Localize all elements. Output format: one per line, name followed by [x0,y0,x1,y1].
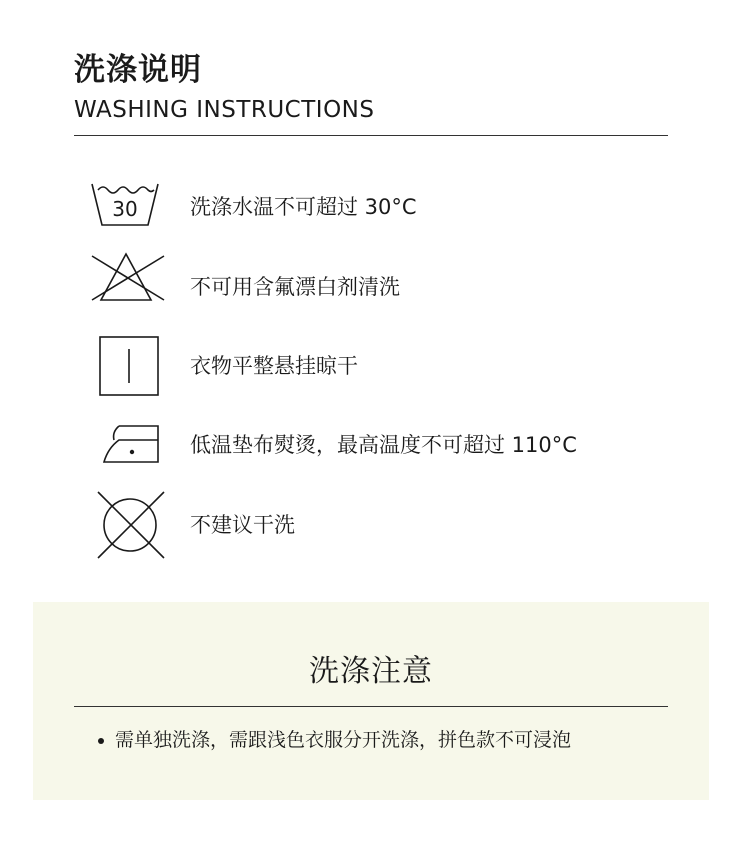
instruction-label: 衣物平整悬挂晾干 [190,354,358,378]
instruction-row [0,250,750,320]
instruction-row [0,490,750,560]
wash-30-icon [88,170,168,240]
instruction-row [0,170,750,240]
page-title: 洗涤说明 [74,52,202,88]
title-divider [74,135,668,136]
care-note-item [95,726,571,754]
instruction-label: 低温垫布熨烫，最高温度不可超过 110°C [190,433,577,457]
instruction-label: 不可用含氟漂白剂清洗 [190,275,400,299]
line-dry-icon [88,333,168,403]
care-notes-title: 洗涤注意 [309,654,433,689]
care-notes-divider [74,706,668,707]
no-dry-clean-icon [88,490,168,560]
instruction-row [0,333,750,403]
page-subtitle: WASHING INSTRUCTIONS [74,97,375,123]
care-notes-panel [33,602,709,800]
care-note-text: 需单独洗涤，需跟浅色衣服分开洗涤，拼色款不可浸泡 [115,729,572,751]
instruction-label: 洗涤水温不可超过 30°C [190,195,417,219]
iron-low-icon [88,412,168,482]
no-bleach-icon [88,250,168,320]
instruction-row [0,412,750,482]
instruction-label: 不建议干洗 [190,513,295,537]
wash-temperature-text: 30 [112,197,138,221]
